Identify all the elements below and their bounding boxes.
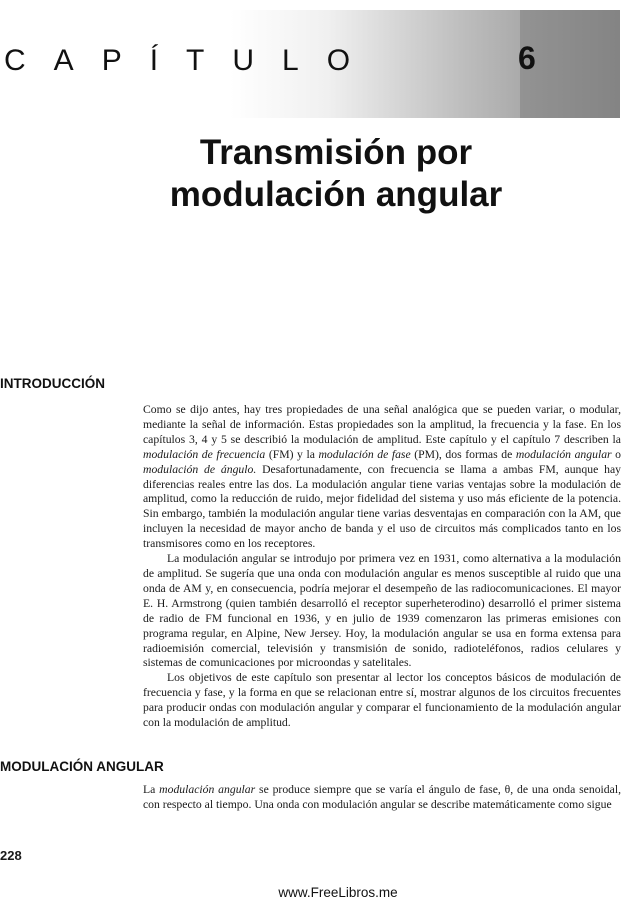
italic-term: modulación angular <box>515 447 612 461</box>
chapter-title-line: modulación angular <box>169 175 503 214</box>
chapter-letter: P <box>101 44 150 77</box>
text-run: Desafortunadamente, con frecuencia se llama a ambas FM, aunque hay diferencias reales entre las dos. La modulación angular tiene varias ventajas sobre la modulación de amplitud, como la reducción de ruido, mejor fidelidad del sistema y uso más eficiente de la potencia. Sin embargo, también la modulación angular tiene varias desventajas en comparación con la AM, que incluyen la necesidad de mayor ancho de banda y el uso de circuitos más complicados tanto en los transmisores como en los receptores. <box>143 462 621 551</box>
chapter-letter: O <box>326 44 379 77</box>
chapter-letter: U <box>232 44 283 77</box>
section-heading-angular: MODULACIÓN ANGULAR <box>0 759 164 774</box>
chapter-letter: A <box>53 44 102 77</box>
chapter-title-line: Transmisión por <box>199 133 473 172</box>
text-run: Como se dijo antes, hay tres propiedades de una señal analógica que se pueden variar, o modular, mediante la señal de información. Estas propiedades son la amplitud, la frecuencia y la fase. En los capítulos 3, 4 y 5 se describió la modulación de amplitud. Este capítulo y el capítulo 7 describen la <box>143 403 621 446</box>
text-run: o <box>611 447 622 461</box>
italic-term: modulación de ángulo. <box>143 462 257 476</box>
chapter-letter: C <box>4 44 54 77</box>
chapter-number: 6 <box>518 40 536 76</box>
italic-term: modulación angular <box>159 783 256 796</box>
chapter-letter: T <box>186 44 233 77</box>
text-run: se produce siempre que se varía el ángulo de fase, θ, de una onda senoidal, con respecto al tiempo. Una onda con modulación angular se describe matemáticamente como sigue <box>143 783 621 811</box>
section-heading-intro: INTRODUCCIÓN <box>0 376 105 391</box>
chapter-letter: Í <box>149 44 187 77</box>
text-run: La <box>143 783 160 796</box>
angular-body <box>143 783 621 813</box>
italic-term: modulación de frecuencia <box>143 447 266 461</box>
paragraph <box>143 783 621 813</box>
paragraph: La modulación angular se introdujo por primera vez en 1931, como alternativa a la modulación de amplitud. Se sugería que una onda con modulación angular es menos susceptible al ruido que una onda de AM y, en consecuencia, podría mejorar el desempeño de las radiocomunicaciones. El mayor E. H. Armstrong (quien también desarrolló el receptor superheterodino) desarrolló el primer sistema de radio de FM funcional en 1936, y en julio de 1939 comenzaron las primeras emisiones con programa regular, en Alpine, New Jersey. Hoy, la modulación angular se usa en forma extensa para radioemisión comercial, televisión y transmisión de sonido, radioteléfonos, radios celulares y sistemas de comunicaciones por microondas y satelitales. <box>143 552 621 670</box>
chapter-label <box>4 44 378 78</box>
intro-body <box>143 403 621 731</box>
footer-watermark: www.FreeLibros.me <box>278 885 398 900</box>
paragraph <box>143 403 621 552</box>
text-run: (FM) y la <box>265 447 319 461</box>
text-run: (PM), dos formas de <box>410 447 516 461</box>
paragraph: Los objetivos de este capítulo son presentar al lector los conceptos básicos de modulación de frecuencia y fase, y la forma en que se relacionan entre sí, mostrar algunos de los circuitos frecuentes para producir ondas con modulación angular y comparar el funcionamiento de la modulación angular con la modulación de amplitud. <box>143 671 621 730</box>
italic-term: modulación de fase <box>318 447 411 461</box>
chapter-title <box>0 132 636 216</box>
page-number: 228 <box>0 848 22 863</box>
chapter-letter: L <box>282 44 327 77</box>
